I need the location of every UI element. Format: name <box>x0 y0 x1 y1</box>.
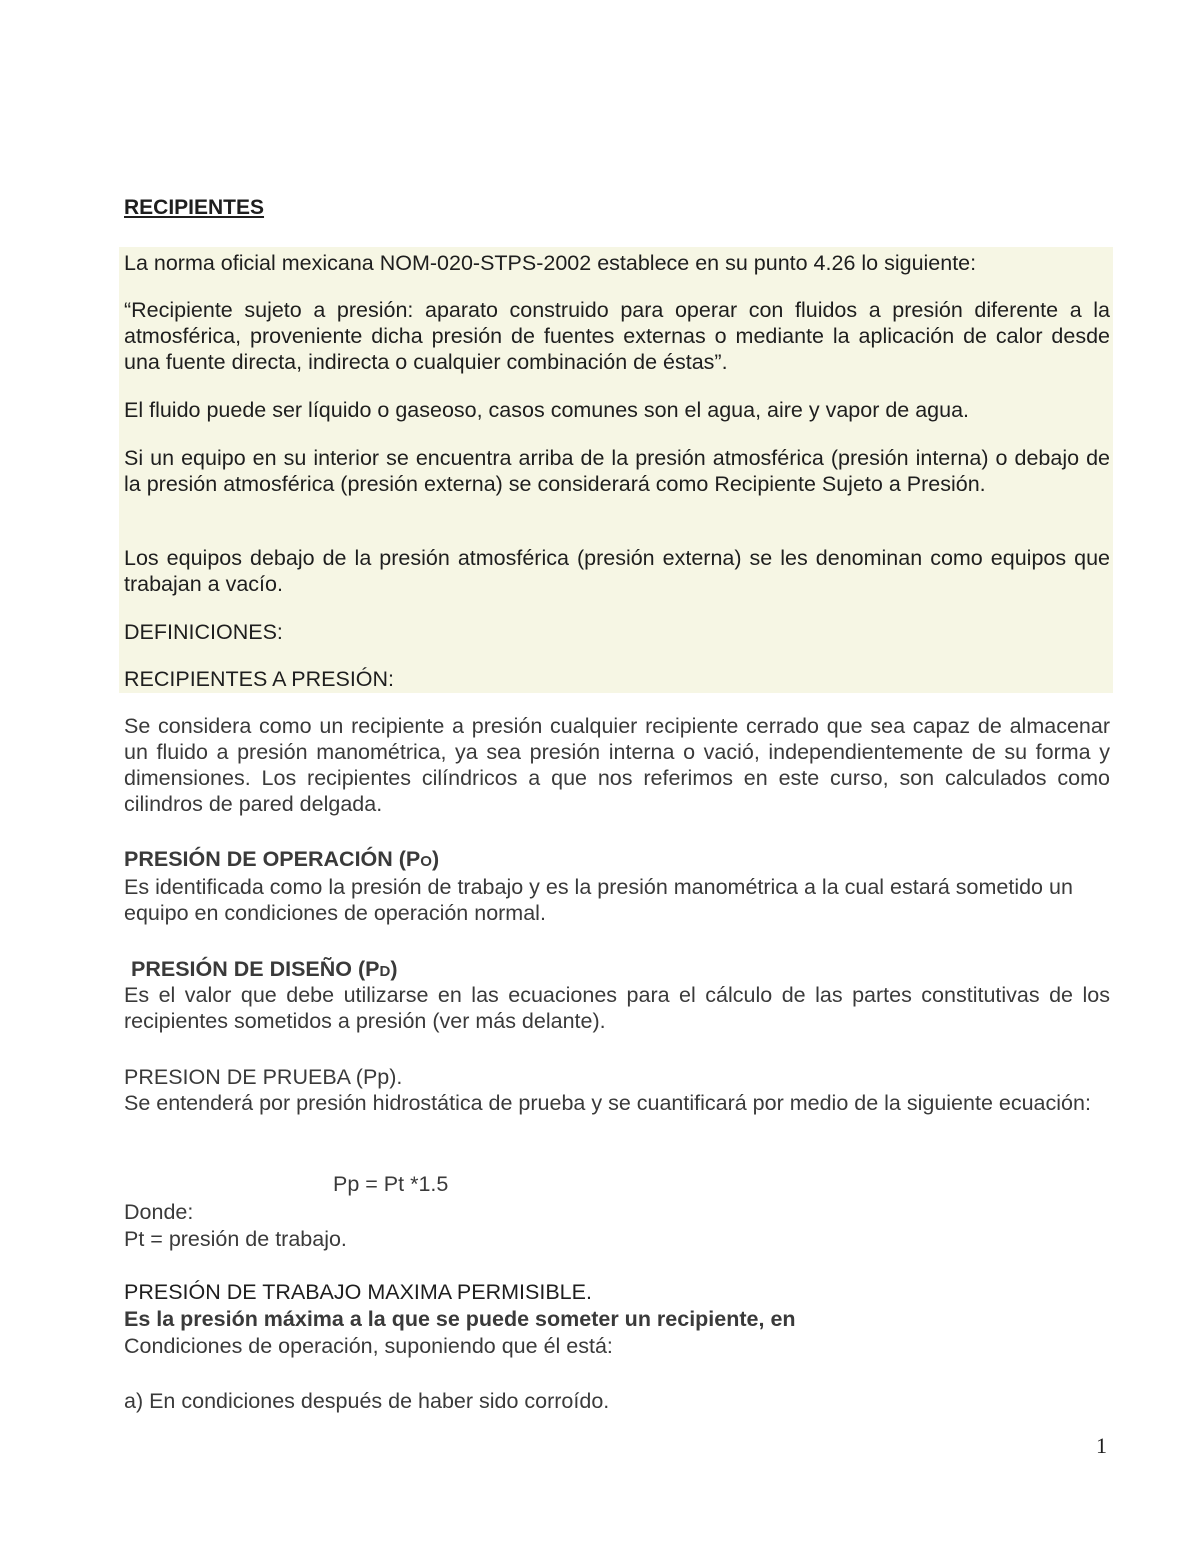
trabajo-max-line-2: Condiciones de operación, suponiendo que él está: <box>124 1334 613 1358</box>
diseno-text: Es el valor que debe utilizarse en las ecuaciones para el cálculo de las partes constitutivas de los recipientes sometidos a presión (ver más delante). <box>124 983 1110 1033</box>
operacion-close: ) <box>431 847 440 871</box>
diseno-subscript: D <box>379 963 391 980</box>
operacion-heading-text: PRESIÓN DE OPERACIÓN (P <box>124 847 421 871</box>
prueba-heading: PRESION DE PRUEBA (Pp). <box>124 1065 403 1089</box>
trabajo-max-heading: PRESIÓN DE TRABAJO MAXIMA PERMISIBLE. <box>124 1280 592 1304</box>
intro-quote-paragraph: “Recipiente sujeto a presión: aparato construido para operar con fluidos a presión diferente a la atmosférica, proveniente dicha presión de fuentes externas o mediante la aplicación de calor desde una fuente directa, indirecta o cualquier combinación de éstas”. <box>124 298 1110 374</box>
recipientes-presion-heading: RECIPIENTES A PRESIÓN: <box>124 667 395 691</box>
prueba-equation: Pp = Pt *1.5 <box>333 1172 449 1196</box>
intro-paragraph-4: Si un equipo en su interior se encuentra arriba de la presión atmosférica (presión interna) o debajo de la presión atmosférica (presión externa) se considerará como Recipiente Sujeto a Presión. <box>124 446 1110 496</box>
donde-label: Donde: <box>124 1200 194 1224</box>
pt-definition: Pt = presión de trabajo. <box>124 1227 347 1251</box>
diseno-close: ) <box>390 957 398 981</box>
intro-paragraph-3: El fluido puede ser líquido o gaseoso, casos comunes son el agua, aire y vapor de agua. <box>124 398 970 422</box>
operacion-heading <box>124 846 1110 875</box>
trabajo-max-bold-line: Es la presión máxima a la que se puede someter un recipiente, en <box>124 1307 796 1331</box>
document-title: RECIPIENTES <box>124 196 265 219</box>
operacion-text: Es identificada como la presión de trabajo y es la presión manométrica a la cual estará sometido un equipo en condiciones de operación normal. <box>124 875 1073 925</box>
prueba-text: Se entenderá por presión hidrostática de prueba y se cuantificará por medio de la siguiente ecuación: <box>124 1091 1091 1115</box>
diseno-heading-text: PRESIÓN DE DISEÑO (P <box>131 957 380 981</box>
definitions-heading: DEFINICIONES: <box>124 620 283 644</box>
diseno-heading <box>131 956 1117 985</box>
recipientes-definition: Se considera como un recipiente a presión cualquier recipiente cerrado que sea capaz de almacenar un fluido a presión manométrica, ya sea presión interna o vació, independientemente de su forma y dimensiones. Los recipientes cilíndricos a que nos referimos en este curso, son calculados como cilindros de pared delgada. <box>124 714 1110 816</box>
intro-paragraph-1: La norma oficial mexicana NOM-020-STPS-2002 establece en su punto 4.26 lo siguiente: <box>124 251 977 275</box>
trabajo-max-item-a: a) En condiciones después de haber sido corroído. <box>124 1389 610 1413</box>
operacion-subscript: O <box>420 853 432 870</box>
intro-paragraph-5: Los equipos debajo de la presión atmosférica (presión externa) se les denominan como equipos que trabajan a vacío. <box>124 546 1110 596</box>
page-number: 1 <box>1096 1433 1107 1458</box>
